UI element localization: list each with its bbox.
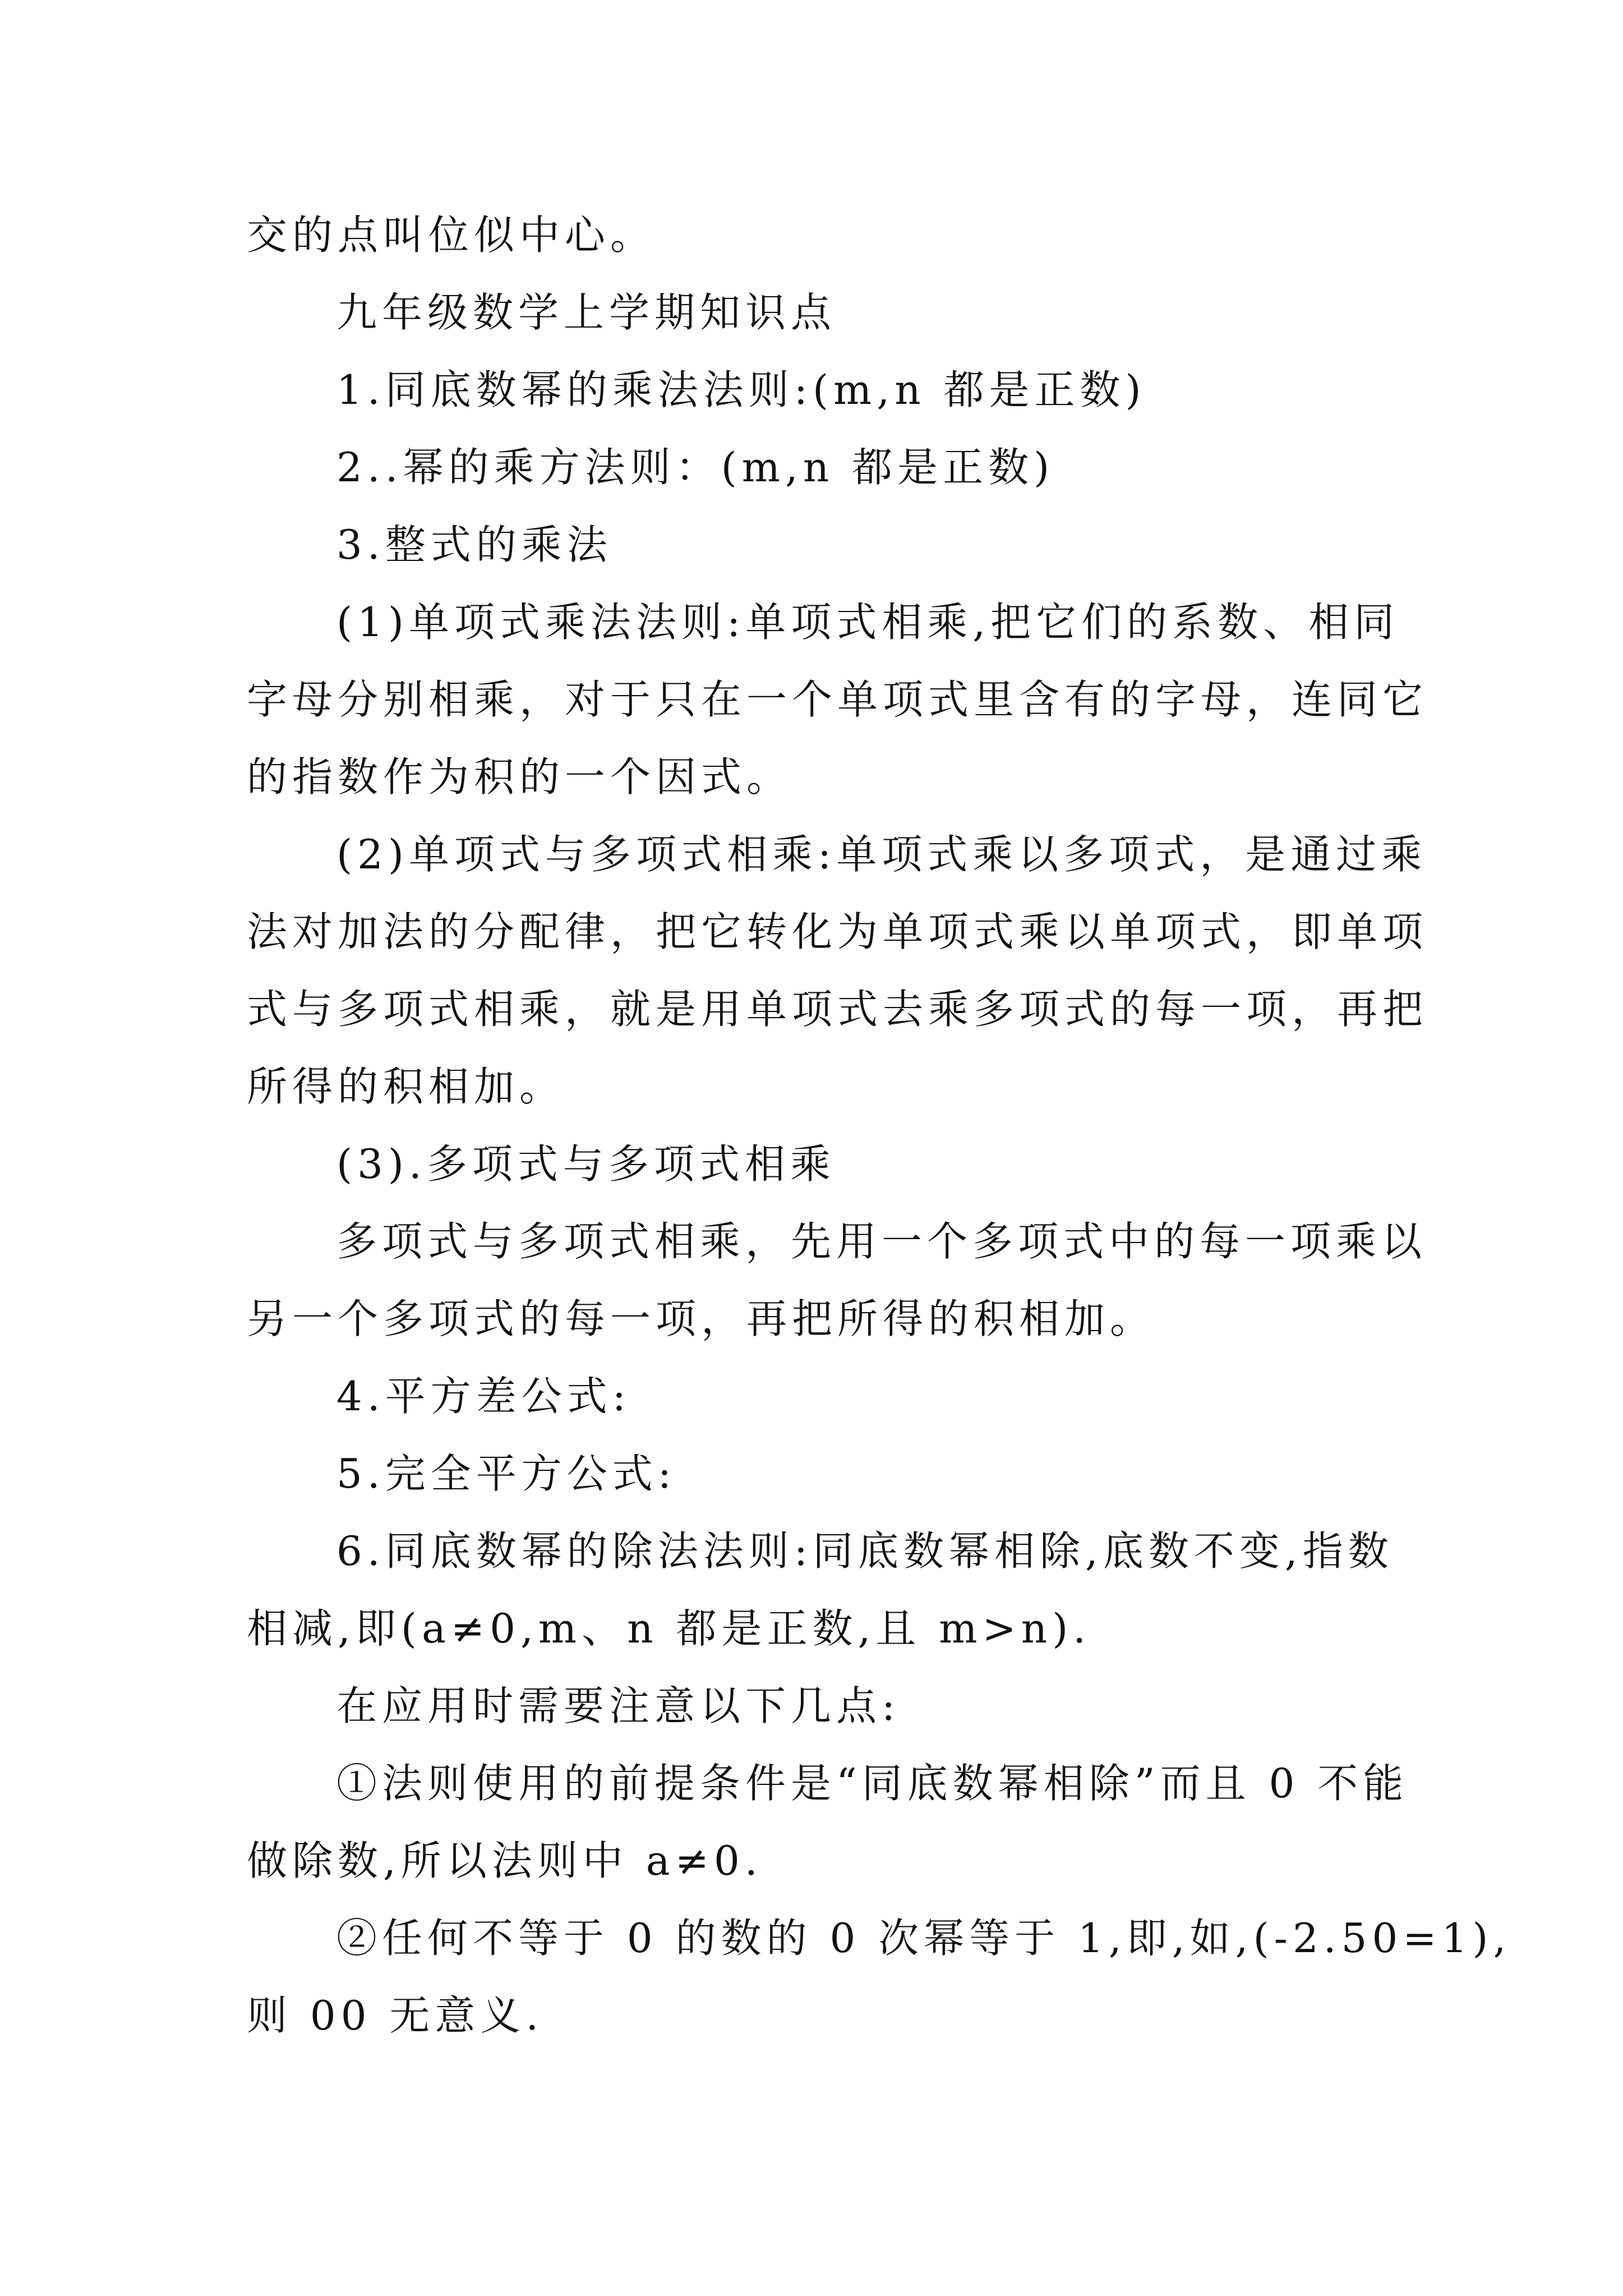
text-line-20: 在应用时需要注意以下几点:	[336, 1682, 901, 1729]
text-line-24: 则 00 无意义.	[247, 1992, 544, 2039]
text-line-19: 相减,即(a≠0,m、n 都是正数,且 m>n).	[247, 1605, 1091, 1652]
text-line-1: 交的点叫位似中心。	[247, 211, 656, 259]
text-line-8: 的指数作为积的一个因式。	[247, 753, 792, 800]
text-line-9: (2)单项式与多项式相乘:单项式乘以多项式，是通过乘	[336, 831, 1427, 878]
text-line-23: ②任何不等于 0 的数的 0 次幂等于 1,即,如,(-2.50=1),	[336, 1915, 1511, 1962]
text-line-13: (3).多项式与多项式相乘	[336, 1140, 836, 1188]
section-heading: 九年级数学上学期知识点	[336, 289, 837, 336]
text-line-7: 字母分别相乘，对于只在一个单项式里含有的字母，连同它	[247, 676, 1428, 723]
text-line-15: 另一个多项式的每一项，再把所得的积相加。	[247, 1295, 1156, 1342]
text-line-18: 6.同底数幂的除法法则:同底数幂相除,底数不变,指数	[336, 1527, 1394, 1575]
text-line-5: 3.整式的乘法	[336, 521, 612, 568]
text-line-14: 多项式与多项式相乘，先用一个多项式中的每一项乘以	[336, 1218, 1427, 1265]
text-line-16: 4.平方差公式:	[336, 1373, 631, 1420]
text-line-11: 式与多项式相乘，就是用单项式去乘多项式的每一项，再把	[247, 986, 1428, 1033]
text-line-6: (1)单项式乘法法则:单项式相乘,把它们的系数、相同	[336, 599, 1400, 646]
text-line-12: 所得的积相加。	[247, 1063, 565, 1110]
text-line-4: 2..幂的乘方法则：(m,n 都是正数)	[336, 444, 1055, 491]
text-line-3: 1.同底数幂的乘法法则:(m,n 都是正数)	[336, 366, 1146, 413]
text-line-10: 法对加法的分配律，把它转化为单项式乘以单项式，即单项	[247, 908, 1428, 955]
document-body	[247, 196, 1511, 2054]
text-line-17: 5.完全平方公式:	[336, 1450, 676, 1497]
text-line-21: ①法则使用的前提条件是“同底数幂相除”而且 0 不能	[336, 1760, 1409, 1807]
text-line-22: 做除数,所以法则中 a≠0.	[247, 1837, 763, 1884]
